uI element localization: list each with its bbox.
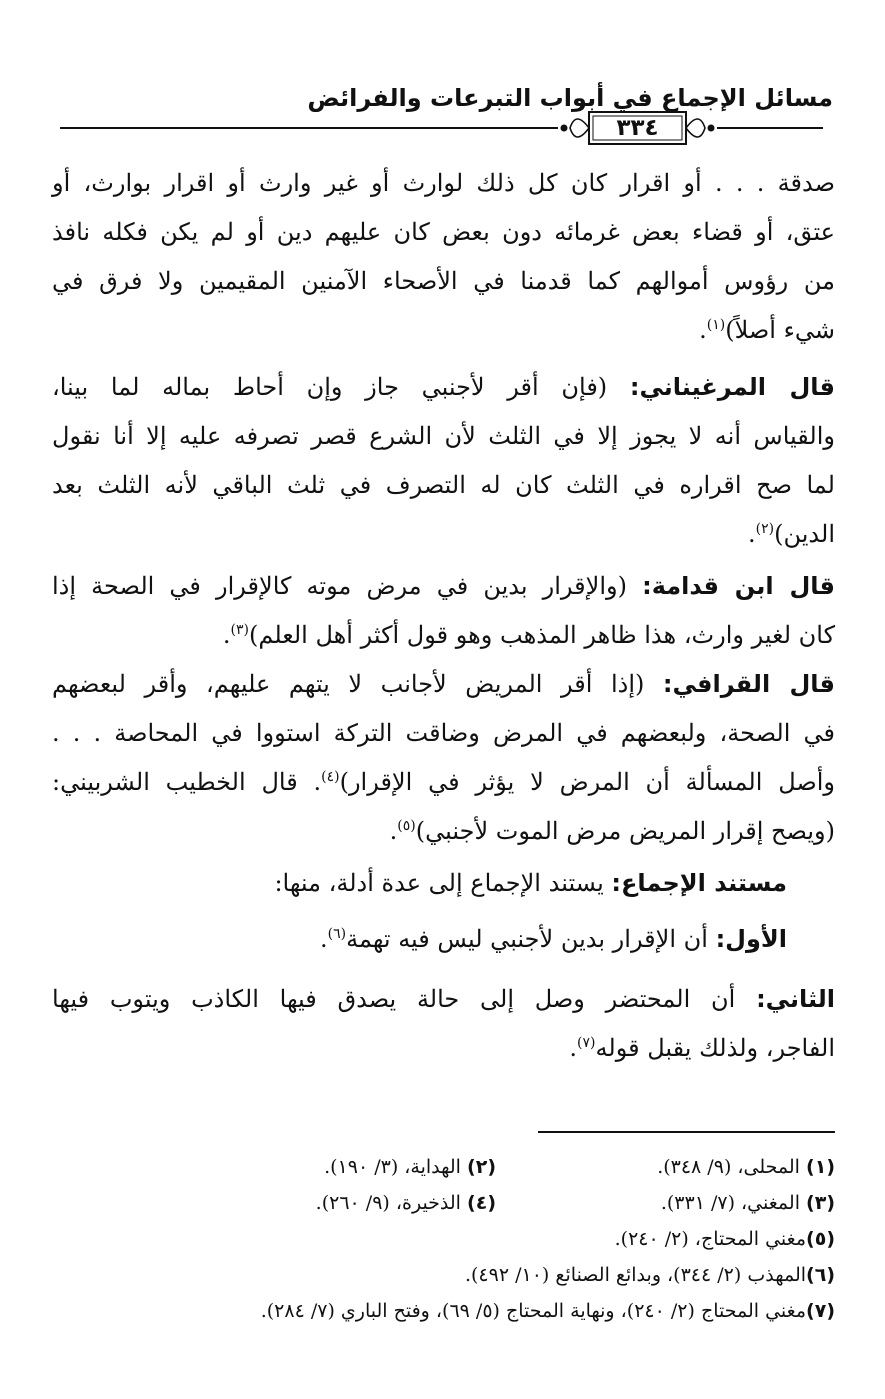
footnote-5: (٥) مغني المحتاج، (٢/ ٢٤٠). xyxy=(614,1228,835,1250)
footnote-4: (٤) الذخيرة، (٩/ ٢٦٠). xyxy=(315,1192,496,1214)
speaker-label: قال ابن قدامة: xyxy=(642,572,836,600)
page-number: ٣٣٤ xyxy=(616,115,659,141)
paragraph-7 xyxy=(52,975,835,1073)
paragraph-1 xyxy=(52,159,835,355)
paragraph-3 xyxy=(52,562,835,660)
point-label: الثاني: xyxy=(756,985,835,1013)
text-line: قال المرغيناني: (فإن أقر لأجنبي جاز وإن أحاط بماله لما بينا، xyxy=(52,373,835,401)
footnote-marker: (٣) xyxy=(230,622,249,638)
text-line: في الصحة، ولبعضهم في المرض وضاقت التركة استووا في المحاصة . . . xyxy=(52,719,835,747)
footnote-row xyxy=(52,1149,835,1185)
speaker-label: قال المرغيناني: xyxy=(629,373,835,401)
footnote-1: (١) المحلى، (٩/ ٣٤٨). xyxy=(657,1156,835,1178)
paragraph-2 xyxy=(52,363,835,559)
header-rule-left xyxy=(60,127,528,129)
footnote-marker: (٤) xyxy=(321,769,340,785)
header-rule-right xyxy=(747,127,823,129)
text-line: صدقة . . . أو اقرار كان كل ذلك لوارث أو غير وارث أو اقرار بوارث، أو xyxy=(52,169,835,197)
text-line: والقياس أنه لا يجوز إلا في الثلث لأن الشرع قصر تصرفه عليه إلا أنا نقول xyxy=(52,422,835,450)
text-line: (ويصح إقرار المريض مرض الموت لأجنبي)$^{(٥)}$. xyxy=(389,817,835,845)
text-line: الفاجر، ولذلك يقبل قوله$^{(٧)}$. xyxy=(569,1034,835,1062)
text-line: كان لغير وارث، هذا ظاهر المذهب وهو قول أكثر أهل العلم)$^{(٣)}$. xyxy=(222,621,835,649)
page-number-frame xyxy=(528,110,747,146)
text-line: الثاني: أن المحتضر وصل إلى حالة يصدق فيها الكاذب ويتوب فيها xyxy=(52,985,835,1013)
footnote-marker: (١) xyxy=(706,317,726,333)
speaker-label: قال القرافي: xyxy=(662,670,835,698)
section-label: مستند الإجماع: xyxy=(611,869,787,897)
footnote-2: (٢) الهداية، (٣/ ١٩٠). xyxy=(324,1156,496,1178)
running-title: مسائل الإجماع في أبواب التبرعات والفرائض xyxy=(307,84,833,112)
footnote-marker: (٥) xyxy=(397,818,416,834)
text-line: شيء أصلاً)$^{(١)}$. xyxy=(699,316,835,344)
footnote-6: (٦) المهذب (٢/ ٣٤٤)، وبدائع الصنائع (١٠/ ٤٩٢). xyxy=(464,1264,835,1286)
text-line: وأصل المسألة أن المرض لا يؤثر في الإقرار)$^{(٤)}$. قال الخطيب الشربيني: xyxy=(52,768,836,796)
paragraph-4 xyxy=(52,660,835,856)
footnote-3: (٣) المغني، (٧/ ٣٣١). xyxy=(660,1192,835,1214)
paragraph-6 xyxy=(52,915,835,964)
text-line: الدين)$^{(٢)}$. xyxy=(748,520,835,548)
footnote-separator xyxy=(538,1131,835,1133)
footnote-marker: (٢) xyxy=(755,521,775,537)
text-line: قال القرافي: (إذا أقر المريض لأجانب لا يتهم عليهم، وأقر لبعضهم xyxy=(52,670,835,698)
text-line: مستند الإجماع: يستند الإجماع إلى عدة أدلة، منها: xyxy=(274,869,787,897)
footnote-7: (٧) مغني المحتاج (٢/ ٢٤٠)، ونهاية المحتاج (٥/ ٦٩)، وفتح الباري (٧/ ٢٨٤). xyxy=(260,1300,835,1322)
point-label: الأول: xyxy=(715,925,787,953)
footnote-row xyxy=(52,1185,835,1221)
text-line: قال ابن قدامة: (والإقرار بدين في مرض موته كالإقرار في الصحة إذا xyxy=(52,572,836,600)
footnotes xyxy=(52,1149,835,1329)
text-line: لما صح اقراره في الثلث كان له التصرف في ثلث الباقي لأنه الثلث بعد xyxy=(52,471,835,499)
footnote-marker: (٧) xyxy=(577,1035,596,1051)
paragraph-5 xyxy=(52,859,835,908)
text-line: عتق، أو قضاء بعض غرمائه دون بعض كان عليهم دين أو لم يكن فكله نافذ xyxy=(52,218,835,246)
text-line: الأول: أن الإقرار بدين لأجنبي ليس فيه تهمة$^{(٦)}$. xyxy=(319,925,787,953)
footnote-marker: (٦) xyxy=(327,926,347,942)
text-line: من رؤوس أموالهم كما قدمنا في الأصحاء الآمنين المقيمين ولا فرق في xyxy=(52,267,835,295)
